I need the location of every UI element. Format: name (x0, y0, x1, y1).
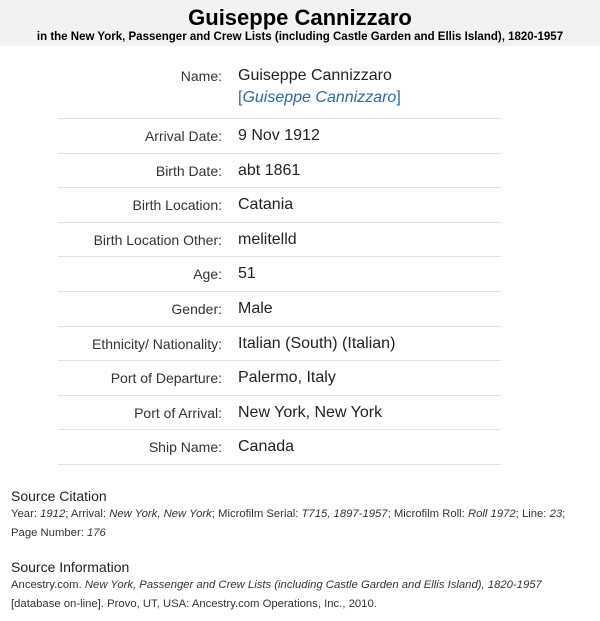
record-row (58, 396, 501, 431)
source-details: [database on-line]. Provo, UT, USA: Ancestry.com Operations, Inc., 2010. (11, 598, 377, 610)
source-information-title: Source Information (11, 559, 130, 575)
citation-arrival: New York, New York (109, 508, 212, 520)
record-header (0, 0, 600, 46)
record-value (222, 56, 401, 118)
record-label: Age: (193, 266, 222, 283)
citation-line: 23 (549, 508, 563, 520)
record-row (58, 188, 501, 223)
record-label: Gender: (171, 300, 222, 317)
record-value: Male (238, 299, 273, 317)
alias-close-bracket: ] (396, 89, 401, 106)
record-row (58, 361, 501, 396)
alias-link[interactable] (238, 87, 401, 109)
citation-serial-label: ; Microfilm Serial: (211, 508, 302, 520)
record-label: Port of Arrival: (134, 404, 222, 421)
source-citation-title: Source Citation (11, 488, 107, 504)
record-row (58, 257, 501, 292)
record-row (58, 327, 501, 362)
record-value: abt 1861 (238, 161, 301, 179)
record-row (58, 119, 501, 154)
record-value: Catania (238, 196, 294, 214)
citation-roll-label: ; Microfilm Roll: (387, 508, 468, 520)
record-row (58, 292, 501, 327)
citation-serial: T715, 1897-1957 (301, 508, 388, 520)
collection-subtitle: in the New York, Passenger and Crew Lists (including Castle Garden and Ellis Island), 1820-1957 (36, 31, 564, 43)
record-label: Birth Date: (155, 162, 222, 179)
record-label: Port of Departure: (110, 370, 222, 387)
citation-arrival-label: ; Arrival: (65, 508, 110, 520)
record-value: 9 Nov 1912 (238, 127, 320, 144)
alias-open-bracket: [ (238, 89, 243, 106)
alias-value: Guiseppe Cannizzaro (242, 89, 397, 106)
record-value: 51 (238, 265, 256, 283)
source-information (11, 558, 593, 614)
record-value: Italian (South) (Italian) (238, 334, 396, 352)
record-label: Arrival Date: (144, 128, 222, 144)
source-collection: New York, Passenger and Crew Lists (including Castle Garden and Ellis Island), 1820-1957 (84, 579, 542, 591)
record-label: Ethnicity/ Nationality: (92, 335, 222, 352)
record-row (58, 154, 501, 189)
record-row (58, 430, 501, 465)
source-citation-text (11, 505, 593, 543)
citation-page: 176 (86, 527, 106, 539)
source-publisher: Ancestry.com. (11, 579, 85, 591)
source-information-text (11, 576, 593, 614)
citation-year: 1912 (40, 508, 66, 520)
page-title: Guiseppe Cannizzaro (188, 5, 412, 30)
citation-year-label: Year: (11, 508, 41, 520)
record-label: Birth Location: (132, 197, 222, 214)
citation-line-label: ; Line: (515, 508, 550, 520)
source-citation (11, 487, 593, 543)
record-value: Canada (238, 438, 295, 456)
record-table (58, 56, 501, 465)
record-label: Name: (180, 68, 222, 84)
record-value: New York, New York (238, 403, 383, 421)
record-value: melitelld (238, 230, 297, 248)
citation-roll: Roll 1972 (467, 508, 516, 520)
record-row-name (58, 56, 501, 119)
citation-page-label: ; Page Number: (11, 508, 566, 539)
record-label: Ship Name: (148, 439, 222, 456)
record-row (58, 223, 501, 258)
record-label: Birth Location Other: (93, 231, 222, 248)
record-value: Palermo, Italy (238, 369, 336, 387)
name-value: Guiseppe Cannizzaro (238, 67, 392, 84)
